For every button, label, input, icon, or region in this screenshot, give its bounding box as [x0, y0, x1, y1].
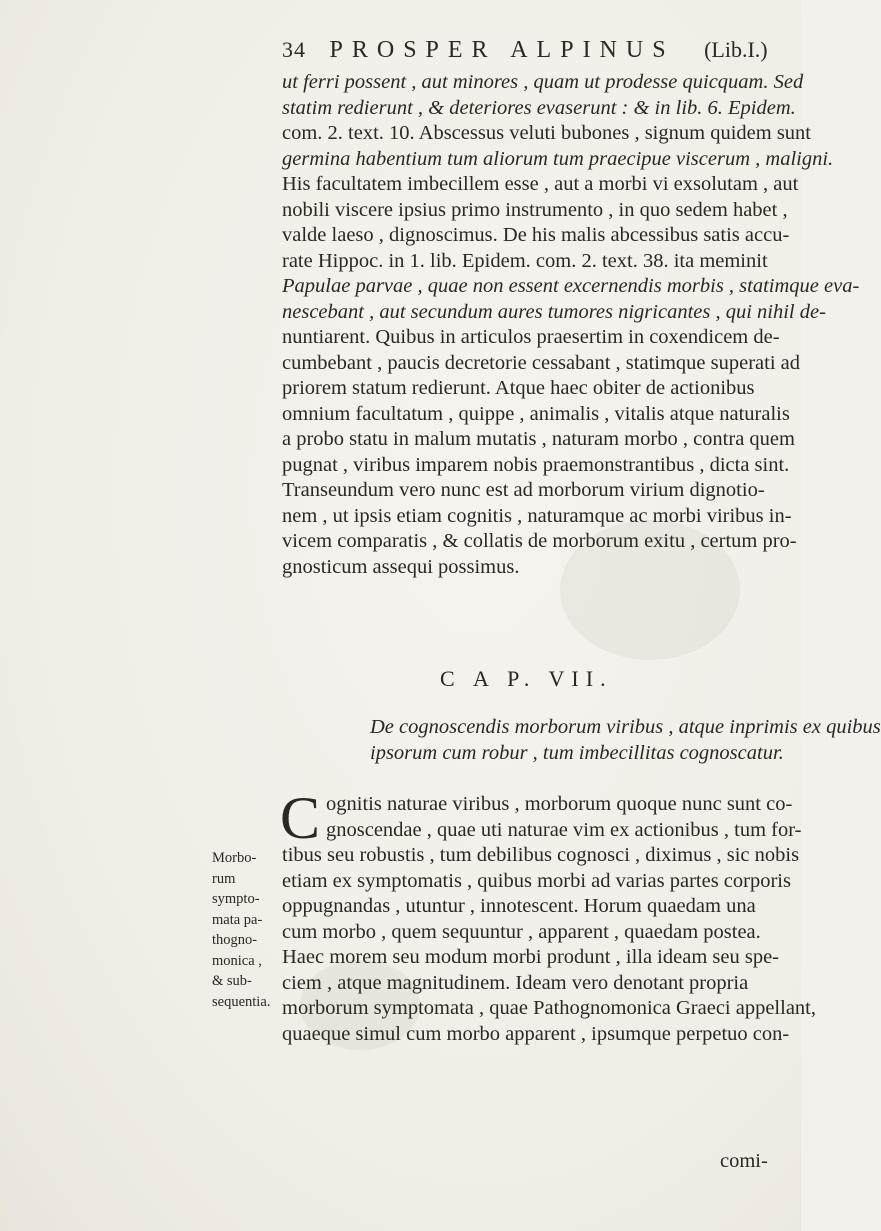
text-line: Transeundum vero nunc est ad morborum virium dignotio-: [282, 479, 765, 501]
marginal-line: Morbo-: [212, 850, 257, 866]
text-line: morborum symptomata , quae Pathognomonica Graeci appellant,: [282, 997, 816, 1019]
text-line: vicem comparatis , & collatis de morborum exitu , certum pro-: [282, 530, 797, 552]
text-line: Haec morem seu modum morbi produnt , illa ideam seu spe-: [282, 946, 780, 968]
text-line: valde laeso , dignoscimus. De his malis abcessibus satis accu-: [282, 224, 790, 246]
marginal-line: sympto-: [212, 891, 260, 907]
catchword: comi-: [720, 1150, 768, 1172]
text-line: ciem , atque magnitudinem. Ideam vero denotant propria: [282, 971, 749, 994]
text-line: germina habentium tum aliorum tum praecipue viscerum , maligni.: [282, 147, 834, 170]
marginal-line: sequentia.: [212, 993, 271, 1010]
subtitle-line: ipsorum cum robur , tum imbecillitas cognoscatur.: [370, 742, 784, 764]
text-line: tibus seu robustis , tum debilibus cognosci , diximus , sic nobis: [282, 844, 800, 866]
book-indicator: (Lib.I.): [704, 37, 768, 62]
chapter-heading: C A P. VII.: [440, 666, 613, 691]
drop-cap: C: [280, 785, 321, 851]
text-line: gnosticum assequi possimus.: [282, 555, 520, 578]
running-title: PROSPER ALPINUS: [329, 37, 675, 63]
text-line: pugnat , viribus imparem nobis praemonstrantibus , dicta sint.: [282, 453, 790, 476]
text-line: nuntiarent. Quibus in articulos praesertim in coxendicem de-: [282, 326, 780, 348]
text-line: etiam ex symptomatis , quibus morbi ad varias partes corporis: [282, 869, 791, 892]
text-line: cum morbo , quem sequuntur , apparent , quaedam postea.: [282, 920, 761, 943]
text-line: priorem statum redierunt. Atque haec obiter de actionibus: [282, 377, 755, 399]
text-line: statim redierunt , & deteriores evaserunt : & in lib. 6. Epidem.: [282, 96, 796, 119]
marginal-line: & sub-: [212, 973, 252, 989]
text-line: omnium facultatum , quippe , animalis , vitalis atque naturalis: [282, 402, 790, 425]
marginal-line: monica ,: [212, 952, 262, 969]
text-line: nobili viscere ipsius primo instrumento , in quo sedem habet ,: [282, 198, 788, 221]
text-line: ognitis naturae viribus , morborum quoque nunc sunt co-: [326, 793, 793, 815]
text-line: a probo statu in malum mutatis , naturam morbo , contra quem: [282, 428, 795, 450]
text-line: com. 2. text. 10. Abscessus veluti bubones , signum quidem sunt: [282, 122, 811, 144]
text-line: cumbebant , paucis decretorie cessabant , statimque superati ad: [282, 351, 800, 374]
marginal-line: rum: [212, 870, 236, 887]
marginal-line: mata pa-: [212, 911, 263, 928]
running-head: [282, 34, 782, 66]
text-line: gnoscendae , quae uti naturae vim ex actionibus , tum for-: [326, 818, 802, 841]
text-line: nescebant , aut secundum aures tumores nigricantes , qui nihil de-: [282, 300, 826, 323]
chapter-subtitle: [370, 714, 881, 766]
paragraph-2: [280, 785, 816, 1047]
text-line: His facultatem imbecillem esse , aut a morbi vi exsolutam , aut: [282, 173, 799, 195]
marginal-line: thogno-: [212, 932, 258, 948]
text-line: quaeque simul cum morbo apparent , ipsumque perpetuo con-: [282, 1022, 790, 1045]
text-line: rate Hippoc. in 1. lib. Epidem. com. 2. text. 38. ita meminit: [282, 249, 768, 272]
text-line: Papulae parvae , quae non essent excernendis morbis , statimque eva-: [282, 275, 860, 297]
marginal-note: [212, 848, 282, 1012]
subtitle-line: De cognoscendis morborum viribus , atque inprimis ex quibus: [370, 716, 881, 738]
page-number: 34: [282, 37, 306, 62]
text-line: nem , ut ipsis etiam cognitis , naturamque ac morbi viribus in-: [282, 504, 792, 527]
text-line: ut ferri possent , aut minores , quam ut prodesse quicquam. Sed: [282, 71, 804, 93]
paragraph-1: [282, 70, 860, 580]
text-line: oppugnandas , utuntur , innotescent. Horum quaedam una: [282, 895, 756, 917]
